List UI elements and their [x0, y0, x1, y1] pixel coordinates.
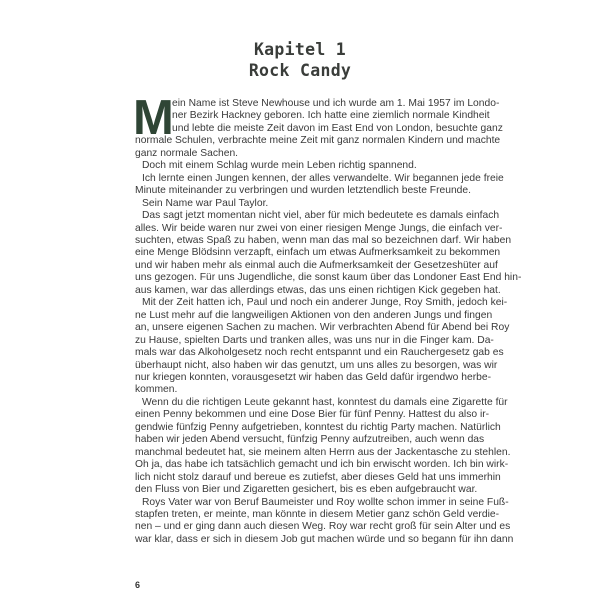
text-line: ner Bezirk Hackney geboren. Ich hatte eine ziemlich normale Kindheit [172, 110, 490, 122]
text-line: aus kamen, war das allerdings etwas, das uns einen richtigen Kick gegeben hat. [135, 284, 501, 296]
text-line: den Fluss von Bier und Zigaretten gesichert, bis es eben aufgebraucht war. [135, 484, 478, 496]
text-line: ne Lust mehr auf die langweiligen Aktionen von den anderen Jungs und fingen [135, 309, 493, 321]
text-line: uns gezogen. Für uns Jugendliche, die sonst kaum über das Londoner East End hin- [135, 272, 522, 284]
text-line: eine Menge Blödsinn verzapft, einfach um etwas Aufmerksamkeit zu bekommen [135, 247, 501, 259]
text-line: suchten, etwas Spaß zu haben, wenn man das mal so bezeichnen darf. Wir haben [135, 234, 512, 246]
text-line: überhaupt nicht, also haben wir das genutzt, um uns alles zu besorgen, was wir [135, 359, 498, 371]
text-line: und wir haben mehr als einmal auch die Aufmerksamkeit der Gesetzeshüter auf [135, 259, 498, 271]
text-line: haben wir jeden Abend versucht, fünfzig Penny aufzutreiben, auch wenn das [135, 434, 485, 446]
drop-cap: M [133, 91, 174, 145]
text-line: nur kriegen konnten, vorausgesetzt wir haben das Geld dafür irgendwo herbe- [135, 371, 492, 383]
text-line: zu Hause, spielten Darts und tranken alles, was uns nur in die Finger kam. Da- [135, 334, 494, 346]
chapter-label: Kapitel 1 [253, 40, 347, 59]
text-line: war klar, dass er sich in diesem Job gut machen würde und so begann für ihn dann [135, 533, 514, 545]
text-line: lich nicht stolz darauf und bereue es zutiefst, aber dieses Geld hat uns immerhin [135, 471, 501, 483]
text-line: Sein Name war Paul Taylor. [142, 197, 269, 209]
text-line: Oh ja, das habe ich tatsächlich gemacht und ich bin erwischt worden. Ich bin wirk- [135, 459, 509, 471]
text-line: an, unsere eigenen Sachen zu machen. Wir verbrachten Abend für Abend bei Roy [135, 322, 510, 334]
text-line: mals war das Alkoholgesetz noch recht entspannt und ein Rauchergesetz gab es [135, 347, 504, 359]
text-line: einen Penny bekommen und eine Dose Bier für fünf Penny. Hattest du also ir- [135, 409, 490, 421]
text-line: ein Name ist Steve Newhouse und ich wurde am 1. Mai 1957 im Londo- [172, 98, 500, 109]
chapter-title: Rock Candy [248, 61, 352, 80]
text-line: Mit der Zeit hatten ich, Paul und noch ein anderer Junge, Roy Smith, jedoch kei- [142, 297, 508, 309]
text-line: ganz normale Sachen. [135, 147, 239, 159]
text-line: kommen. [135, 384, 178, 396]
text-line: und lebte die meiste Zeit davon im East End von London, besuchte ganz [172, 122, 503, 134]
text-line: normale Schulen, verbrachte meine Zeit mit ganz normalen Kindern und machte [135, 135, 501, 147]
page-number: 6 [135, 580, 141, 590]
text-line: Das sagt jetzt momentan nicht viel, aber für mich bedeutete es damals einfach [142, 210, 500, 222]
text-line: stapfen treten, er meinte, man könnte in diesem Metier ganz schön Geld verdie- [135, 508, 500, 520]
text-line: gendwie fünfzig Penny aufgetrieben, konntest du richtig Party machen. Natürlich [135, 421, 501, 433]
text-line: Wenn du die richtigen Leute gekannt hast, konntest du damals eine Zigarette für [142, 396, 508, 408]
text-line: Ich lernte einen Jungen kennen, der alles verwandelte. Wir begannen jede freie [142, 172, 504, 184]
text-line: manchmal bedeutet hat, sie meinem alten Herrn aus der Jackentasche zu stehlen. [135, 446, 511, 458]
text-line: Doch mit einem Schlag wurde mein Leben richtig spannend. [142, 160, 417, 172]
text-line: nen – und er ging dann auch diesen Weg. Roy war recht groß für sein Alter und es [135, 521, 511, 533]
text-line: Minute miteinander zu verbringen und wurden letztendlich beste Freunde. [135, 185, 471, 197]
text-line: alles. Wir beide waren nur zwei von einer riesigen Menge Jungs, die einfach ver- [135, 222, 503, 234]
text-line: Roys Vater war von Beruf Baumeister und Roy wollte schon immer in seine Fuß- [142, 496, 509, 508]
body-text [133, 91, 522, 546]
